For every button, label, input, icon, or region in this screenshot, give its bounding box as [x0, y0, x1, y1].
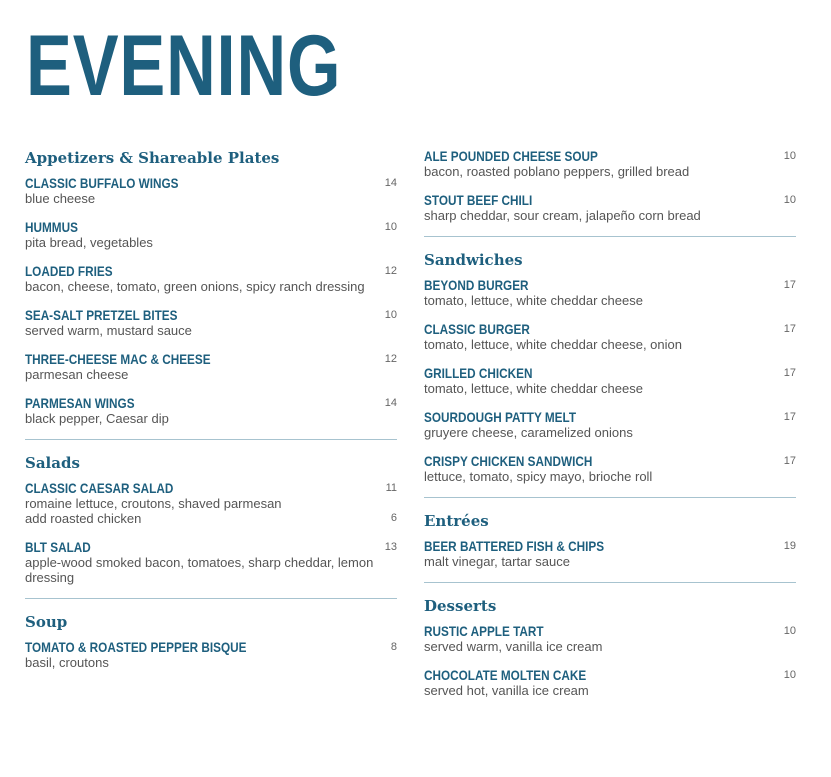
- item-description: romaine lettuce, croutons, shaved parmesan: [25, 496, 282, 511]
- item-description: blue cheese: [25, 191, 96, 206]
- item-price: 10: [384, 221, 397, 233]
- item-price: 10: [783, 625, 796, 637]
- menu-item: [424, 365, 796, 396]
- salads-section: [25, 453, 397, 585]
- item-description: lettuce, tomato, spicy mayo, brioche roll: [424, 469, 653, 484]
- section-title-entrees: Entrées: [424, 512, 489, 530]
- menu-item: [424, 538, 796, 569]
- item-name: STOUT BEEF CHILI: [424, 192, 533, 208]
- item-description: sharp cheddar, sour cream, jalapeño corn bread: [424, 208, 701, 223]
- appetizers-section: [25, 148, 397, 426]
- menu-item: [25, 219, 397, 250]
- item-name: SEA-SALT PRETZEL BITES: [25, 307, 178, 323]
- item-price: 14: [384, 397, 397, 409]
- menu-item: [424, 453, 796, 484]
- item-price: 8: [390, 641, 397, 653]
- menu-item: [424, 667, 796, 698]
- item-addon: [25, 511, 397, 526]
- menu-item: [424, 321, 796, 352]
- item-description: basil, croutons: [25, 655, 109, 670]
- soup-continued-section: [424, 148, 796, 223]
- section-title-desserts: Desserts: [424, 597, 497, 615]
- menu-item: [424, 277, 796, 308]
- section-title-salads: Salads: [25, 454, 80, 472]
- addon-price: 6: [390, 512, 397, 524]
- item-name: CLASSIC BUFFALO WINGS: [25, 175, 179, 191]
- menu-item: [424, 148, 796, 179]
- section-divider: [424, 497, 796, 498]
- item-description: malt vinegar, tartar sauce: [424, 554, 570, 569]
- soup-section: [25, 612, 397, 670]
- item-name: RUSTIC APPLE TART: [424, 623, 544, 639]
- sandwiches-section: [424, 250, 796, 484]
- item-name: TOMATO & ROASTED PEPPER BISQUE: [25, 639, 247, 655]
- desserts-section: [424, 596, 796, 698]
- item-price: 10: [783, 150, 796, 162]
- item-description: served warm, vanilla ice cream: [424, 639, 603, 654]
- item-price: 14: [384, 177, 397, 189]
- section-divider: [25, 439, 397, 440]
- item-price: 17: [783, 455, 796, 467]
- item-price: 17: [783, 279, 796, 291]
- item-description: parmesan cheese: [25, 367, 129, 382]
- item-description: bacon, cheese, tomato, green onions, spicy ranch dressing: [25, 279, 365, 294]
- menu-item: [25, 263, 397, 294]
- left-column: [25, 148, 397, 683]
- menu-item: [25, 307, 397, 338]
- menu-item: [25, 639, 397, 670]
- item-price: 11: [385, 482, 397, 494]
- addon-label: add roasted chicken: [25, 511, 142, 526]
- item-name: ALE POUNDED CHEESE SOUP: [424, 148, 598, 164]
- item-name: CLASSIC CAESAR SALAD: [25, 480, 174, 496]
- item-name: PARMESAN WINGS: [25, 395, 135, 411]
- item-price: 17: [783, 323, 796, 335]
- entrees-section: [424, 511, 796, 569]
- menu-title: EVENING: [26, 18, 342, 114]
- item-description: served hot, vanilla ice cream: [424, 683, 589, 698]
- item-description: gruyere cheese, caramelized onions: [424, 425, 633, 440]
- item-description: tomato, lettuce, white cheddar cheese: [424, 381, 643, 396]
- item-description: tomato, lettuce, white cheddar cheese: [424, 293, 643, 308]
- right-column: [424, 148, 796, 711]
- item-name: BEER BATTERED FISH & CHIPS: [424, 538, 605, 554]
- item-price: 19: [783, 540, 796, 552]
- item-description: pita bread, vegetables: [25, 235, 153, 250]
- section-divider: [424, 236, 796, 237]
- item-price: 17: [783, 411, 796, 423]
- item-name: CLASSIC BURGER: [424, 321, 530, 337]
- item-price: 10: [783, 194, 796, 206]
- item-description: served warm, mustard sauce: [25, 323, 192, 338]
- item-name: SOURDOUGH PATTY MELT: [424, 409, 577, 425]
- item-description: apple-wood smoked bacon, tomatoes, sharp cheddar, lemon dressing: [25, 555, 374, 585]
- item-description: tomato, lettuce, white cheddar cheese, onion: [424, 337, 682, 352]
- item-name: CHOCOLATE MOLTEN CAKE: [424, 667, 587, 683]
- menu-item: [25, 351, 397, 382]
- item-name: GRILLED CHICKEN: [424, 365, 533, 381]
- item-price: 10: [783, 669, 796, 681]
- section-title-soup: Soup: [25, 613, 68, 631]
- menu-item: [25, 175, 397, 206]
- item-name: THREE-CHEESE MAC & CHEESE: [25, 351, 211, 367]
- section-title-appetizers: Appetizers & Shareable Plates: [25, 149, 280, 167]
- item-price: 10: [384, 309, 397, 321]
- item-name: BLT SALAD: [25, 539, 91, 555]
- menu-item: [424, 623, 796, 654]
- item-price: 12: [384, 353, 397, 365]
- item-name: CRISPY CHICKEN SANDWICH: [424, 453, 593, 469]
- item-price: 12: [384, 265, 397, 277]
- item-price: 17: [783, 367, 796, 379]
- section-title-sandwiches: Sandwiches: [424, 251, 523, 269]
- menu-item: [424, 409, 796, 440]
- menu-item: [424, 192, 796, 223]
- item-description: bacon, roasted poblano peppers, grilled bread: [424, 164, 690, 179]
- menu-item: [25, 539, 397, 585]
- section-divider: [424, 582, 796, 583]
- item-name: LOADED FRIES: [25, 263, 113, 279]
- item-price: 13: [384, 541, 397, 553]
- menu-item: [25, 480, 397, 526]
- menu-item: [25, 395, 397, 426]
- section-divider: [25, 598, 397, 599]
- item-name: BEYOND BURGER: [424, 277, 529, 293]
- item-description: black pepper, Caesar dip: [25, 411, 169, 426]
- item-name: HUMMUS: [25, 219, 78, 235]
